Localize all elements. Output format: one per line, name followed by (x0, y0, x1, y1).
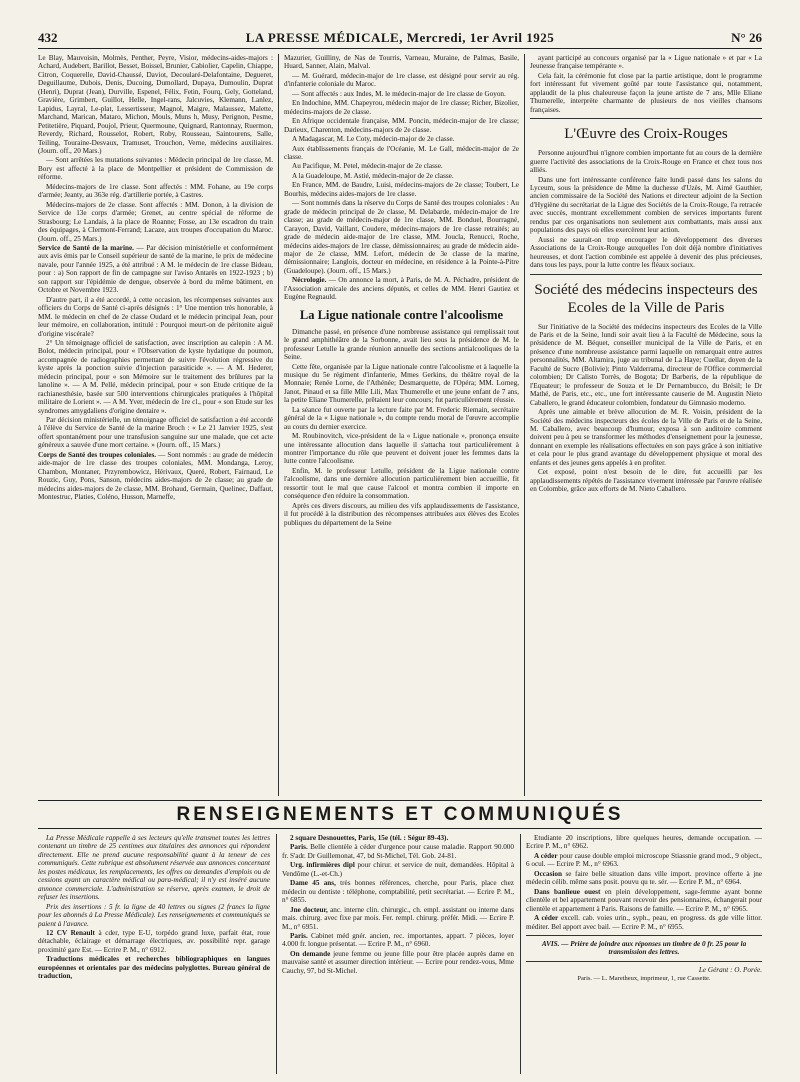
alcoolisme-title: La Ligue nationale contre l'alcoolisme (299, 307, 504, 322)
annonce-lead: A céder (534, 914, 559, 923)
alcoolisme-paragraph: Dimanche passé, en présence d'une nombreuse assistance qui remplissait tout le grand amphithéâtre de la Sorbonne, avait lieu sous la présidence de M. le professeur Letulle la grande réunion annuelle des sections antialcooliques de la Seine. (284, 327, 519, 362)
col1-text: — Sont nommés : au grade de médecin aide-major de 1re classe des troupes coloniales, MM. Mondanga, Leroy, Chambon, Montaner, Przyrembowicz, Hérivaux, Queré, Robert, Fairnaud, Le Rouzic, Guy, Pons, Sanson, médecins aides-majors de 2e classe; au grade de médecins aides-majors de 2e classe, MM. Brohaud, Germain, Quelinec, Daffaut, Montestruc, Platies, Coléno, Husson, Marneffe, (38, 450, 273, 502)
annonce-lead: Dame 45 ans, (290, 879, 336, 888)
annonce-paragraph (282, 879, 514, 904)
header-rule (38, 48, 762, 49)
col2-paragraph: Mazurier, Guilliny, de Nas de Tourris, Varneau, Muraine, de Palmas, Basile, Huard, Sanner, Alain, Malval. (284, 54, 519, 71)
avis-notice: AVIS. — Prière de joindre aux réponses un timbre de 0 fr. 25 pour la transmission des lettres. (541, 939, 747, 957)
col1-paragraph (38, 451, 273, 502)
alcoolisme-paragraph: Cette fête, organisée par la Ligue nationale contre l'alcoolisme et à laquelle la musique du 5e régiment d'infanterie, Mmes Gerkins, du théâtre royal de la Monnaie; Renée Lorne, de l'Athénée; Desmarquette, de l'Opéra; MM. Lorneg, Janot, Pinaud et sa fille Mlle Lili, Max Thumerelle et une jeune enfant de 7 ans, la petite Eliane Thumerelle, prêtaient leur concours; fut particulièrement réussie. (284, 362, 519, 405)
societe-paragraph: Cet exposé, point n'est besoin de le dire, fut accueilli par les applaudissements répétés de l'assistance vivement intéressée par l'œuvre réalisée en Colombie, grâce aux efforts de M. Nieto Caballero. (530, 468, 762, 494)
annonce-text: pour cause double emploi microscope Stiassnie grand mod., 9 object., 6 ocul. — Ecrire P. M., n° 6963. (526, 851, 762, 869)
col2-paragraph (284, 276, 519, 301)
annonce-lead: Occasion (534, 869, 562, 878)
annonce-lead: On demande (290, 949, 331, 958)
annonces-column-2 (282, 834, 514, 1074)
col2-paragraph: A Madagascar, M. Le Coty, médecin-major de 2e classe. (292, 135, 455, 144)
annonces-column-3 (526, 834, 762, 1074)
page-number: 432 (38, 30, 58, 45)
journal-title: LA PRESSE MÉDICALE, Mercredi, 1er Avril 1925 (245, 30, 555, 45)
col2-paragraph: Au Pacifique, M. Petel, médecin-major de 2e classe. (292, 162, 443, 171)
annonce-lead: Paris. (290, 843, 308, 852)
col2-lead: Nécrologie. (292, 276, 327, 285)
col1-paragraph (38, 244, 273, 295)
col1-paragraph: Le Blay, Mauvoisin, Molmès, Penther, Peyre, Visior, médecins-aides-majors : Achard, Audebert, Barillot, Besset, Boissel, Brunier, Cabiolier, Capelin, Chiappe, Citron, Coquerelle, David-Chaussé, Daviot, Decoularé-Delafontaine, Degueret, Deguillaume, Dubois, Denis, Ducoing, Dumollard, Dupaya, Dumoulin, Duprat (Henri), Duprat (Jean), Durville, Espenel, Félix, Fetin, Fourq, Gely, Gotteland, Gravière, Grimbert, Guillot, Helle, Ingel-rans, Jalcuvies, Klemann, Lanlez, Lapidus, Layral, Le-plat, Lessertisseur, Magnol, Maigre, Malaussez, Malette, Marchand, Marican, Mataro, Michon, Mouls, Muns h, Musy, Perignon, Pesme, Petitetière, Piquard, Poujol, Prieur, Quermoune, Quignard, Rantonnay, Ruermon, Reverdy, Richard, Rousselot, Robert, Roby, Rousseau, Saintourens, Salle, Teiling, Touraine-Desvaux, Tramuset, Trouchon, Verne, médecins auxiliaires. (Journ. off., 20 Mars.) (38, 54, 273, 155)
col1-paragraph: Médecins-majors de 1re classe. Sont affectés : MM. Fohane, au 19e corps d'armée; Jeanty, au 363e rég. d'artillerie portée, à Castres. (38, 182, 273, 200)
col1-text: — Par décision ministérielle et conformément aux avis émis par le Conseil supérieur de santé de la marine, le prix de médecine navale, pour l'année 1925, a été attribué : A M. le médecin de 1re classe Bideau, pour : a) Son rapport de fin de campagne sur l'aviso Antarès en 1922-1923 ; b) son rapport sur l'épidémie de dengue, observée à bord du même bâtiment, en Octobre et Novembre 1923. (38, 243, 273, 295)
annonce-paragraph (282, 932, 514, 949)
alcoolisme-paragraph: Enfin, M. le professeur Letulle, président de la Ligue nationale contre l'alcoolisme, dans une dernière allocution particulièrement bien accueillie, fit ressortir tout le mal que cause l'alcool et montra combien il importe en conséquence d'en réduire la consommation. (284, 466, 519, 501)
annonce-paragraph: La Presse Médicale rappelle à ses lecteurs qu'elle transmet toutes les lettres contenant un timbre de 25 centimes aux titulaires des annonces qui répondent directement. Elle ne prend aucune responsabilité quant à la teneur de ces communiqués. Cette rubrique est absolument réservée aux annonces concernant les postes médicaux, les remplacements, les offres ou demandes d'emplois ou de cessions ayant un caractère médical ou para-médical; il n'y est inséré aucune annonce commerciale. L'administration se réserve, après examen, le droit de refuser les insertions. (38, 834, 270, 902)
col2-text: — On annonce la mort, à Paris, de M. A. Péchadre, président de l'Association amicale des anciens députés, et celles de MM. Henri Gautiez et Eugène Regnauld. (284, 276, 519, 302)
column-divider (278, 54, 279, 796)
col1-lead: Corps de Santé des troupes coloniales. (38, 450, 157, 459)
annonce-paragraph (526, 914, 762, 931)
alcoolisme-suite-paragraph: Cela fait, la cérémonie fut close par la partie artistique, dont le programme fort intéressant fut vivement goûté par toute l'assistance qui, notamment, applaudit de la plus chaleureuse façon la jeune artiste de 7 ans, Mlle Eliane Thumerelle, interprète charmante de plusieurs de nos vieilles chansons françaises. (530, 71, 762, 114)
annonce-text: anc. interne clin. chirurgic., ch. empl. assistant ou interne dans mais. chirurg. avec fixe par mois. Fer. rempl. chirurg. préfér. Midi. — Ecrire P. M., n° 6951. (282, 905, 514, 931)
alcoolisme-paragraph: Après ces divers discours, au milieu des vifs applaudissements de l'assistance, il fut procédé à la distribution des récompenses attribuées aux élèves des Ecoles publiques du département de la Seine (284, 501, 519, 527)
croix-rouges-paragraph: Dans une fort intéressante conférence faite lundi passé dans les salons du Lyceum, sous la présidence de Mme la duchesse d'Uzès, M. Aimé Gauthier, ancien commissaire de la Société des Nations et directeur adjoint de la Section d'Hygiène du secrétariat de la Ligue des Sociétés de la Croix-Rouge, l'a retracée avec succès, montrant excellemment combien de services importants furent rendus par ces organisations non seulement aux combattants, mais aussi aux populations des pays où elles exercèrent leur action. (530, 175, 762, 235)
annonce-lead: Jne docteur, (290, 905, 328, 914)
column-divider (524, 54, 525, 796)
annonce-lead: 12 CV Renault (46, 928, 95, 937)
col2-paragraph: — M. Guérard, médecin-major de 1re classe, est désigné pour servir au rég. d'infanterie coloniale du Maroc. (284, 71, 519, 89)
societe-paragraph: Sur l'initiative de la Société des médecins inspecteurs des Ecoles de la Ville de Paris et de la Seine, lundi soir avait lieu à la Faculté de Médecine, sous la présidence de M. Béquet, conseiller municipal de la Ville de Paris, et en présence d'une nombreuse assistance parmi laquelle on remarquait entre autres personnalités, MM. Altamira, juge au tribunal de La Haye; Cuellar, doyen de la Faculté de Sucre (Bolivie); Pinto Valderrama, directeur de l'Office commercial colombien; Dr Calisto Torrès, de Bogota; Dr Barberis, de la république de l'Equateur; le professeur de Souza et le Dr Pernambucco, du Brésil; le Dr Mathé, de Paris, etc., etc., une fort intéressante causerie de M. Augustin Nieto Caballero, le grand éducateur colombien, fondateur du Gimnasio moderno. (530, 322, 762, 407)
col2-paragraph: — Sont nommés dans la réserve du Corps de Santé des troupes coloniales : Au grade de médecin principal de 2e classe, M. Delabarde, médecin-major de 1re classe; au grade de médecin-major de 1re classe, MM. Bonduel, Bourragné, Carayon, David, Vaillant, Coudere, médecins-majors de 1re classe retraités; au grade de médecin aide-major de 1re classe, MM. Joucla, Renucci, Roche, médecins aides-majors de 1re classe, démissionnaires; au grade de médecin aide-major de 2e classe, MM. Lefort, médecin de 3e classe de la marine, démissionnaire; Langlois, docteur en médecine, en résidence à la Pointe-à-Pitre (Guadeloupe). (Journ. off., 15 Mars.) (284, 199, 519, 275)
imprimeur-line: Paris. — L. Maretheux, imprimeur, 1, rue Cassette. (577, 975, 711, 983)
annonce-paragraph: 2 square Desnouettes, Paris, 15e (tél. : Ségur 89-43). (290, 834, 449, 842)
col2-paragraph: A la Guadeloupe, M. Astié, médecin-major de 2e classe. (292, 171, 454, 180)
societe-title: Société des médecins inspecteurs des Ecoles de la Ville de Paris (534, 281, 758, 316)
annonce-paragraph (282, 950, 514, 975)
annonce-paragraph (526, 852, 762, 869)
annonce-paragraph: Prix des insertions : 5 fr. la ligne de 40 lettres ou signes (2 francs la ligne pour les abonnés à La Presse Médicale). Les renseignements et communiqués se paient à l'avance. (38, 902, 270, 928)
col2-paragraph: En Afrique occidentale française, MM. Poncin, médecin-major de 1re classe; Darieux, Charenton, médecins-majors de 2e classe. (284, 117, 519, 134)
col1-paragraph: 2° Un témoignage officiel de satisfaction, avec inscription au calepin : A M. Bolot, médecin principal, pour « l'Observation de kyste hydatique du poumon, accompagnée de radiographies permettant de suivre l'évolution régressive du kyste après la ponction suivie d'injection parasiticide ». — A M. Hederer, médecin principal, pour « son Mémoire sur le traitement des brûlures par la lanoline ». — A M. Pellé, médecin principal, pour « son Etude critique de la rachianesthésie, basée sur 500 interventions chirurgicales pratiquées à l'hôpital militaire de Lorient ». — A M. Yver, médecin de 1re cl., pour « son Etude sur les syndromes amygdaliens d'origine dentaire ». (38, 338, 273, 415)
col1-paragraph: Par décision ministérielle, un témoignage officiel de satisfaction a été accordé à l'élève du Service de Santé de la marine Broch : « Le 21 Janvier 1925, s'est offert spontanément pour une transfusion sanguine sur une malade, que cet acte généreux a sauvée d'une mort certaine. » (Journ. off., 15 Mars.) (38, 416, 273, 450)
column-1 (38, 54, 273, 796)
croix-rouges-title: L'Œuvre des Croix-Rouges (564, 126, 728, 143)
annonce-lead: Dans banlieue ouest (534, 887, 601, 896)
col1-lead: Service de Santé de la marine. (38, 243, 134, 252)
croix-rouges-paragraph: Aussi ne saurait-on trop encourager le développement des diverses Associations de la Croix-Rouge auxquelles l'on doit déjà nombre d'initiatives heureuses, et dont l'action combinée est appelée à devenir des plus précieuses, dans tous les pays, pour la lutte contre les fléaux sociaux. (530, 235, 762, 270)
annonce-text: pour chirur. et service de nuit, demandées. Hôpital à Vendôme (L.-et-Ch.) (282, 861, 514, 878)
societe-paragraph: Après une aimable et brève allocution de M. R. Voisin, président de la Société des médecins inspecteurs des écoles de la Ville de Paris et de la Seine, M. Caballero, avec beaucoup d'humour, exposa à son auditoire comment doivent peu à peu se transformer les méthodes d'enseignement pour la jeunesse, donnant en exemple les réalisations effectuées en son pays grâce à son initiative et cela pour le plus grand avantage du développement physique et moral des enfants et des jeunes gens appelés à en profiter. (530, 408, 762, 467)
alcoolisme-paragraph: M. Roubinovitch, vice-président de la « Ligue nationale », prononça ensuite une intéressante allocution dans laquelle il s'attacha tout particulièrement à montrer l'importance du rôle que peuvent et doivent jouer les femmes dans la lutte contre l'alcoolisme. (284, 432, 519, 466)
annonce-text: à cder, type E-U, torpédo grand luxe, parfait état, roue détachable, éclairage et démarrage électriques, av. possibilité repr. garage proximité gare Est. — Ecrire P. M., n° 6912. (38, 928, 270, 954)
col2-paragraph: En Indochine, MM. Chapeyrou, médecin major de 1re classe; Richer, Bizolier, médecins-majors de 2e classe. (284, 99, 519, 116)
annonce-paragraph (282, 843, 514, 860)
section-rule (38, 800, 762, 801)
annonce-text: très bonnes références, cherche, pour Paris, place chez médecin ou dentiste : téléphone, comptabilité, petit secrétariat. — Ecrire P. M., n° 6855. (282, 879, 514, 905)
gerant-line: Le Gérant : O. Porée. (698, 965, 762, 974)
annonce-lead: A céder (534, 851, 558, 860)
page-header (38, 30, 762, 46)
annonce-lead: Paris. (290, 931, 308, 940)
renseignements-title: RENSEIGNEMENTS ET COMMUNIQUÉS (176, 804, 624, 825)
annonce-text: excell. cab. voies urin., syph., peau, en progress. ds gde ville littor. méditer. Bel apport avec bail. — Ecrire P. M., n° 6955. (526, 914, 762, 931)
column-divider (276, 834, 277, 1074)
annonce-paragraph (38, 929, 270, 954)
column-3 (530, 54, 762, 796)
annonce-text: jeune femme ou jeune fille pour être placée auprès dame en mauvaise santé et assumer direction intérieur. — Ecrire pour rendez-vous, Mme Cauchy, 97, bd St-Michel. (282, 949, 514, 975)
annonce-paragraph: Traductions médicales et recherches bibliographiques en langues européennes et orientales par des médecins polyglottes. Bureau général de traduction, (38, 955, 270, 981)
annonce-paragraph (526, 888, 762, 913)
col2-paragraph: — Sont affectés : aux Indes, M. le médecin-major de 1re classe de Goyon. (292, 89, 506, 98)
annonce-lead: Urg. infirmières dipl (290, 861, 355, 870)
annonce-text: Cabinet méd gnér. ancien, rec. importantes, appart. 7 pièces, loyer 4.000 fr. longue présentat. — Ecrire P. M., n° 6960. (282, 931, 514, 949)
col1-paragraph: — Sont arrêtées les mutations suivantes : Médecin principal de 1re classe, M. Bory est affecté à la place de Montpellier et président de Commission de réforme. (38, 156, 273, 182)
col2-paragraph: Aux établissements français de l'Océanie, M. Le Gall, médecin-major de 2e classe. (284, 144, 519, 161)
section-rule (38, 828, 762, 829)
annonce-paragraph (282, 861, 514, 878)
issue-number: N° 26 (731, 30, 762, 45)
col2-paragraph: En France, MM. de Baudre, Luisi, médecins-majors de 2e classe; Toubert, Le Bourhis, médecins aides-majors de 1re classe. (284, 181, 519, 198)
annonce-text: en plein développement, sage-femme ayant bonne clientèle et bel appartement pouvant recevoir des pensionnaires, échangerait pour clientèle et appartement à Paris. Raisons de famille. — Ecrire P. M., n° 6965. (526, 887, 762, 913)
col1-paragraph: Médecins-majors de 2e classe. Sont affectés : MM. Donon, à la division de Service de 13e corps d'armée; Grenet, au centre spécial de réforme de Strasbourg; Le Landais, à la place de Roanne; Fosse, au 13e escadron du train des équipages, à Clermont-Ferrand; Lacaze, aux troupes d'occupation du Maroc. (Journ. off., 25 Mars.) (38, 200, 273, 243)
col1-paragraph: D'autre part, il a été accordé, à cette occasion, les récompenses suivantes aux officiers du Corps de Santé ci-après désignés : 1° Une mention très honorable, à MM. le médecin en chef de 2e classe Oudard et le médecin principal Jean, pour leur mémoire, en collaboration, intitulé : Pourquoi meurt-on de péritonite aiguë d'origine viscérale? (38, 295, 273, 338)
annonces-column-1 (38, 834, 270, 1074)
annonce-text: Belle clientèle à céder d'urgence pour cause maladie. Rapport 90.000 fr. S'adr. Dr Guillemonat, 47, bd St-Michel, Tél. Gob. 24-81. (282, 843, 514, 860)
annonce-text: se faire belle situation dans ville import. province offerte à jne médecin célib. même sans posit. pouvu qu te. sér. — Ecrire P. M., n° 6964. (526, 869, 762, 887)
annonce-paragraph (526, 870, 762, 887)
croix-rouges-paragraph: Personne aujourd'hui n'ignore combien importante fut au cours de la dernière guerre l'activité des associations de la Croix-Rouge en France et chez tous nos alliés. (530, 149, 762, 175)
column-2 (284, 54, 519, 796)
annonce-paragraph (282, 906, 514, 931)
alcoolisme-paragraph: La séance fut ouverte par la lecture faite par M. Frederic Riemain, secrétaire général de la « Ligue nationale », du compte rendu moral de l'œuvre accomplie au cours du dernier exercice. (284, 405, 519, 431)
alcoolisme-suite-paragraph: ayant participé au concours organisé par la « Ligue nationale » et par « La Jeunesse française tempérante ». (530, 54, 762, 71)
annonce-paragraph: Etudiante 20 inscriptions, libre quelques heures, demande occupation. — Ecrire P. M., n° 6962. (526, 834, 762, 851)
column-divider (520, 834, 521, 1074)
